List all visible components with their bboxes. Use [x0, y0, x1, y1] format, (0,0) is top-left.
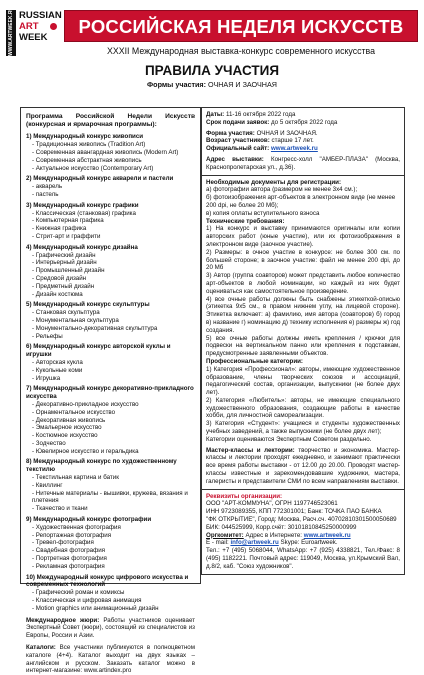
contest-block: [26, 458, 195, 513]
contest-item: - Ткачество и ткани: [32, 505, 88, 513]
requisites-list: [206, 500, 400, 531]
contest-item: - Стрит-арт и граффити: [32, 232, 101, 240]
contest-title: 1) Международный конкурс живописи: [26, 133, 144, 141]
contest-item: - Квиллинг: [32, 481, 63, 489]
jury-note: [26, 617, 195, 640]
contest-title: 8) Международный конкурс по художественному текстилю: [26, 458, 177, 474]
email-line: E - mail: info@artweek.ru Skype: Euroartweek.: [206, 539, 338, 547]
contest-block: [26, 516, 195, 571]
docs-list: [206, 186, 400, 217]
info-column: [201, 107, 405, 584]
requisites-line: ООО "АРТ-КОММУНА", ОГРН 1197746523061: [206, 500, 338, 508]
contest-item: - Актуальное искусство (Contemporary Art): [32, 164, 154, 172]
contest-title: 9) Международный конкурс фотографии: [26, 516, 152, 524]
tech-heading: Технические требования:: [206, 217, 285, 225]
age-line: Возраст участников: старше 17 лет.: [206, 137, 314, 145]
russian-art-week-logo: [17, 10, 62, 56]
logo-line-1: RUSSIAN: [19, 10, 62, 21]
address-line: Адрес выставки: Конгресс-холл "АМБЕР-ПЛАЗА" (Москва, Краснопролетарская ул., д.36).: [206, 155, 400, 171]
requirements-box: [201, 176, 405, 490]
header-subtitle: XXXII Международная выставка-конкурс современного искусства: [106, 46, 376, 56]
contest-block: [26, 202, 195, 241]
deadline-line: Срок подачи заявок: до 5 октября 2022 года: [206, 118, 338, 126]
tech-list: [206, 225, 400, 358]
organizer-site-link[interactable]: www.artweek.ru: [303, 531, 351, 539]
tech-item: 3) Автор (группа соавторов) может представить любое количество арт-объектов в любой номинации, но каждый из них будет оцениваться как самостоятельное произведение.: [206, 272, 400, 295]
jury-text: Работы участников оценивает Экспертный Совет (жюри), состоящий из специалистов из Европы, России и Азии.: [26, 616, 196, 640]
logo-line-3: WEEK: [19, 32, 48, 43]
contest-block: [26, 133, 195, 172]
contest-item: - Книжная графика: [32, 225, 87, 233]
contest-item: - Репортажная фотография: [32, 531, 112, 539]
contest-item: - Традиционная живопись (Tradition Art): [32, 141, 146, 149]
side-url-strip: WWW.ARTWEEK.RU: [8, 6, 14, 56]
contest-item: - Современная абстрактная живопись: [32, 156, 142, 164]
contest-list: [26, 133, 195, 612]
contest-block: [26, 244, 195, 299]
contest-item: - Игрушка: [32, 374, 61, 382]
contest-item: - Рельефы: [32, 332, 63, 340]
contacts-box: [201, 490, 405, 575]
contest-item: - Интерьерный дизайн: [32, 259, 97, 267]
categories-note: Категории оцениваются Экспертным Советом раздельно.: [206, 435, 372, 443]
contest-title: 4) Международный конкурс дизайна: [26, 243, 138, 251]
contest-item: - Рекламная фотография: [32, 562, 105, 570]
doc-item: а) фотографии автора (размером не менее 3х4 см.);: [206, 186, 358, 194]
official-site-link[interactable]: www.artweek.ru: [270, 145, 318, 153]
contest-block: [26, 343, 195, 382]
catalog-label: Каталоги:: [26, 644, 56, 652]
contest-item: - Костюмное искусство: [32, 432, 98, 440]
category-item: 3) Категория «Студент»: учащиеся и студенты художественных учебных заведений, а также выпускники (не более двух лет);: [206, 420, 400, 436]
format-value: ОЧНАЯ И ЗАОЧНАЯ: [208, 80, 277, 89]
category-item: 1) Категория «Профессионал»: авторы, имеющие художественное образование, члены творческих союзов и ассоциаций, педагогический состав, организации, выпускники (не более двух лет).: [206, 365, 400, 397]
header-title-banner: [64, 10, 418, 42]
contest-item: - Современная авангардная живопись (Modern Art): [32, 149, 179, 156]
tech-item: 5) все очные работы должны иметь крепления / крючки для подвески на вертикальном панно или крепления к подставкам, предусмотренные заявленными объектов.: [206, 334, 400, 358]
requisites-line: "ФК ОТКРЫТИЕ", Город: Москва, Расч.сч. 40702810301500050689: [206, 516, 397, 524]
contest-item: - Компьютерная графика: [32, 217, 104, 225]
contest-item: - Станковая скульптура: [32, 309, 100, 317]
contest-item: - Графический дизайн: [32, 251, 96, 259]
contest-item: - Классическая и цифровая анимация: [32, 597, 142, 605]
contest-item: - Текстильная картина и батик: [32, 474, 119, 482]
contest-item: - Свадебная фотография: [32, 547, 105, 555]
contest-item: - Портретная фотография: [32, 555, 107, 563]
contest-item: - Авторская кукла: [32, 358, 83, 366]
organizer-line: Оргкомитет: Адрес в Интернете: www.artweek.ru: [206, 531, 351, 539]
contest-title: 2) Международный конкурс акварели и пастели: [26, 175, 174, 183]
doc-item: б) фотоизображения арт-объектов в электронном виде (не менее 200 dpi, не более 20 Мб);: [206, 194, 396, 209]
docs-heading: Необходимые документы для регистрации:: [206, 178, 342, 186]
contest-item: - пастель: [32, 190, 59, 198]
catalog-note: [26, 644, 195, 675]
program-column: [20, 107, 201, 675]
contest-item: - Классическая (станковая) графика: [32, 209, 136, 217]
contest-title: 3) Международный конкурс графики: [26, 201, 139, 209]
contest-item: - акварель: [32, 183, 63, 191]
master-classes: Мастер-классы и лектории: творчество и экономика. Мастер-классы и лектории проходят ежедневно, и занимают практически все время работы выставки - от 12.00 до 20.00. Проводят мастер-классы известные и зарекомендовавшие художники, мастера, галеристы и представители СМИ по всем направлениям выставки.: [206, 446, 400, 485]
contest-title: 7) Международный конкурс декоративно-прикладного искусства: [26, 385, 194, 401]
jury-label: Международное жюри:: [26, 616, 100, 624]
program-heading: Программа Российской Недели Искусств (конкурсная и ярмарочная программы):: [26, 113, 195, 129]
phone-address: Тел.: +7 (495) 5068044, WhatsApp: +7 (925) 4338821, Тел./Факс: 8 (495) 1182221. Почтовый адрес: 119049, Москва, ул.Крымский Вал, д.8/2, каб. "Союз художников".: [206, 547, 400, 570]
contest-item: - Ювелирное искусство и геральдика: [32, 447, 139, 455]
contest-item: - Зодчество: [32, 439, 66, 447]
contest-block: [26, 301, 195, 340]
contest-item: - Эмальерное искусство: [32, 424, 102, 432]
contest-title: 6) Международный конкурс авторской куклы и игрушки: [26, 343, 171, 359]
contest-item: - Нитечные материалы - вышивки, кружева, вязания и плетения: [32, 489, 188, 505]
contest-item: - Монументально-декоративная скульптура: [32, 324, 158, 332]
categories-heading: Профессиональные категории:: [206, 357, 303, 365]
dates-box: [201, 107, 405, 176]
contest-item: - Декоративно-прикладное искусство: [32, 400, 139, 408]
email-link[interactable]: info@artweek.ru: [230, 539, 279, 547]
contest-item: - Средовой дизайн: [32, 274, 87, 282]
contest-item: - Художественная фотография: [32, 523, 121, 531]
header-title: РОССИЙСКАЯ НЕДЕЛЯ ИСКУССТВ: [78, 16, 404, 37]
page-header: [6, 6, 418, 60]
contest-item: - Дизайн костюма: [32, 290, 83, 298]
requisites-line: БИК: 044525999, Корр.счёт: 30101810845250000999: [206, 523, 357, 531]
participation-format: [0, 80, 424, 90]
contest-block: [26, 385, 195, 455]
site-line: Официальный сайт: www.artweek.ru: [206, 145, 318, 153]
tech-item: 1) На конкурс и выставку принимаются оригиналы или копии авторских работ (юные участие), или их фотоизображения в электронном виде (заочное участие).: [206, 225, 400, 248]
logo-line-2: ART: [19, 21, 39, 32]
dates-line: Даты: 11-16 октября 2022 года: [206, 111, 296, 118]
tech-item: 2) Размеры: в очное участие в конкурсе: не более 300 см. по большей стороне; в заочное участие: файл не менее 200 dpi, до 20 Мб: [206, 248, 400, 272]
categories-list: [206, 366, 400, 436]
contest-item: - Графический роман и комиксы: [32, 589, 125, 597]
page-title: ПРАВИЛА УЧАСТИЯ: [144, 63, 280, 78]
contest-item: - Motion graphics или анимационный дизайн: [32, 604, 159, 612]
format-label: Формы участия:: [147, 80, 207, 89]
contest-item: - Тревел-фотография: [32, 539, 94, 547]
contest-item: - Орнаментальное искусство: [32, 408, 116, 416]
tech-item: 4) все очные работы должны быть снабжены этикеткой-описью (этикетка 9х5 см., в правом нижнем углу, на лицевой стороне). Этикетка включает: а) фамилию, имя автора (соавторов) б) город в) название г) номинацию д) технику исполнения е) размеры ж) год создания.: [206, 295, 400, 334]
contest-block: [26, 175, 195, 198]
contest-item: - Декоративная живопись: [32, 416, 106, 424]
requisites-heading: Реквизиты организации:: [206, 492, 283, 500]
contest-item: - Монументальная скульптура: [32, 316, 119, 324]
logo-dot-icon: [50, 23, 57, 30]
contest-item: - Кукольные коми: [32, 366, 83, 374]
catalog-text: Все участники публикуются в полноцветном каталоге (4+4). Каталог выходит на двух языках – английском и русском. Заказать каталог можно в интернет-магазине: www.artindex.pro: [26, 644, 195, 675]
contest-title: 5) Международный конкурс скульптуры: [26, 301, 150, 309]
contest-item: - Предметный дизайн: [32, 282, 95, 290]
form-line: Форма участия: ОЧНАЯ И ЗАОЧНАЯ.: [206, 129, 318, 137]
contest-block: [26, 574, 195, 613]
requisites-line: ИНН 9723089355, КПП 772301001; Банк: ТОЧКА ПАО БАНКА: [206, 508, 382, 516]
contest-title: 10) Международный конкурс цифрового искусства и современных технологий: [26, 573, 189, 589]
contest-item: - Промышленный дизайн: [32, 267, 105, 275]
category-item: 2) Категория «Любитель»: авторы, не имеющие специального художественного образования, создающие работы в качестве хобби, для личностной самореализации.: [206, 396, 400, 420]
doc-item: в) копия оплаты вступительного взноса: [206, 209, 320, 217]
